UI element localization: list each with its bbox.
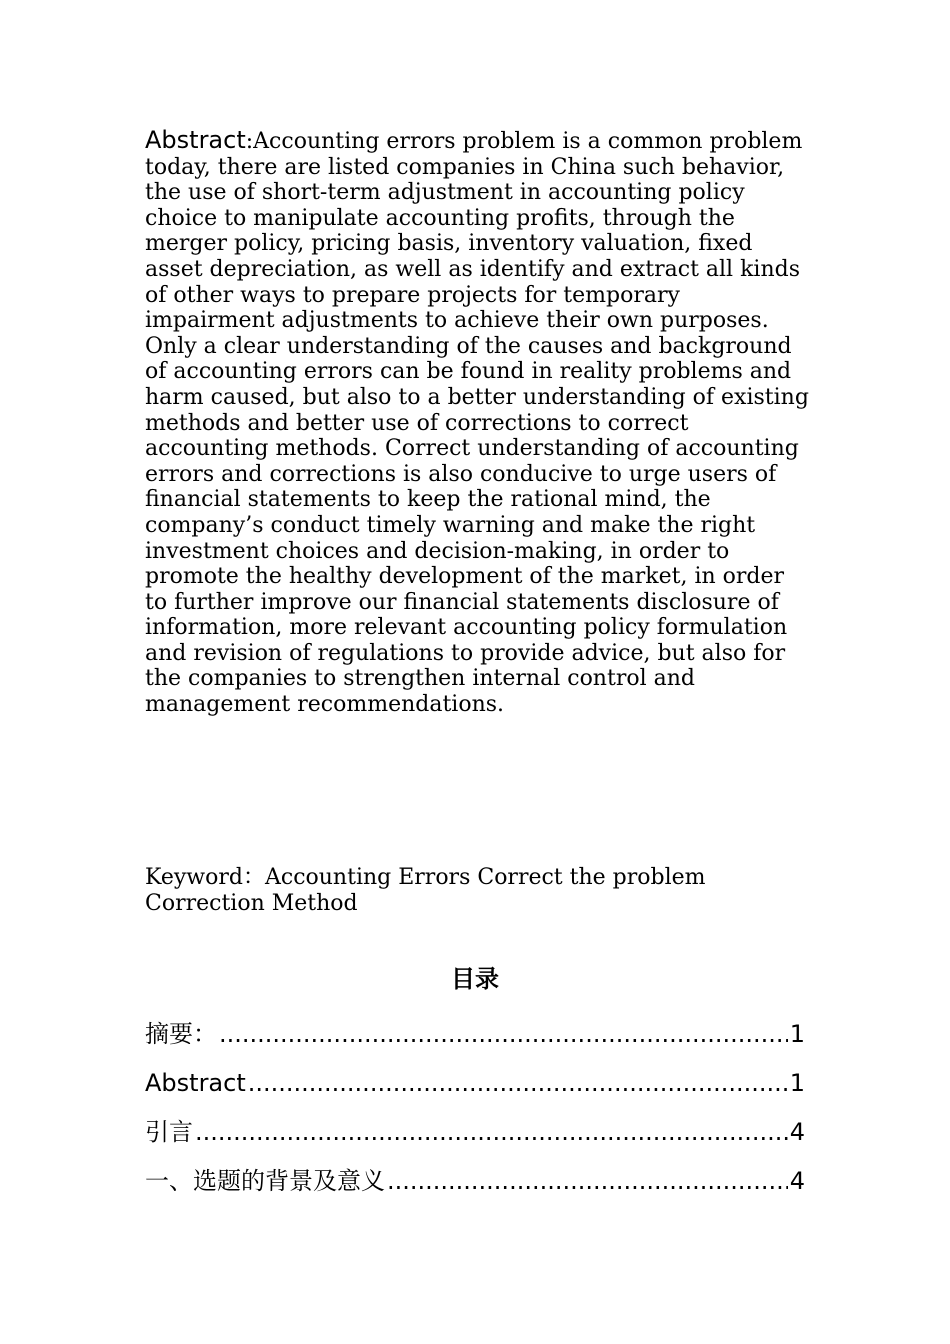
toc-entry-page: 1 [789,1020,805,1048]
toc-title: 目录 [451,965,499,993]
keywords-line [145,865,810,917]
toc-entry-section-1[interactable] [145,1165,805,1214]
toc-entry-abstract-cn[interactable] [145,1018,805,1067]
toc-leader-dots [387,1165,788,1197]
abstract-label: Abstract [145,126,246,154]
table-of-contents [145,1018,805,1214]
toc-entry-page: 1 [789,1069,805,1097]
keywords-label: Keyword： [145,865,265,890]
toc-entry-label: Abstract [145,1069,246,1097]
toc-entry-abstract-en[interactable] [145,1067,805,1116]
abstract-text: Accounting errors problem is a common problem today, there are listed companies in China such behavior, the use of short-term adjustment in accounting policy choice to manipulate accounting profits, through the merger policy, pricing basis, inventory valuation, fixed asset depreciation, as well as identify and extract all kinds of other ways to prepare projects for temporary impairment adjustments to achieve their own purposes. Only a clear understanding of the causes and background of accounting errors can be found in reality problems and harm caused, but also to a better understanding of existing methods and better use of corrections to correct accounting methods. Correct understanding of accounting errors and corrections is also conducive to urge users of financial statements to keep the rational mind, the company’s conduct timely warning and make the right investment choices and decision-making, in order to promote the healthy development of the market, in order to further improve our financial statements disclosure of information, more relevant accounting policy formulation and revision of regulations to provide advice, but also for the companies to strengthen internal control and management recommendations. [145,129,809,718]
toc-entry-label: 摘要： [145,1020,217,1048]
toc-entry-introduction[interactable] [145,1116,805,1165]
toc-entry-page: 4 [789,1167,805,1195]
abstract-paragraph [145,128,810,718]
abstract-separator: : [245,129,254,154]
toc-leader-dots [248,1067,788,1099]
toc-leader-dots [219,1018,788,1050]
toc-entry-page: 4 [789,1118,805,1146]
toc-entry-label: 一、选题的背景及意义 [145,1167,385,1195]
toc-entry-label: 引言 [145,1118,193,1146]
toc-leader-dots [195,1116,788,1148]
keywords-items: Accounting Errors Correct the problem Correction Method [145,865,706,916]
